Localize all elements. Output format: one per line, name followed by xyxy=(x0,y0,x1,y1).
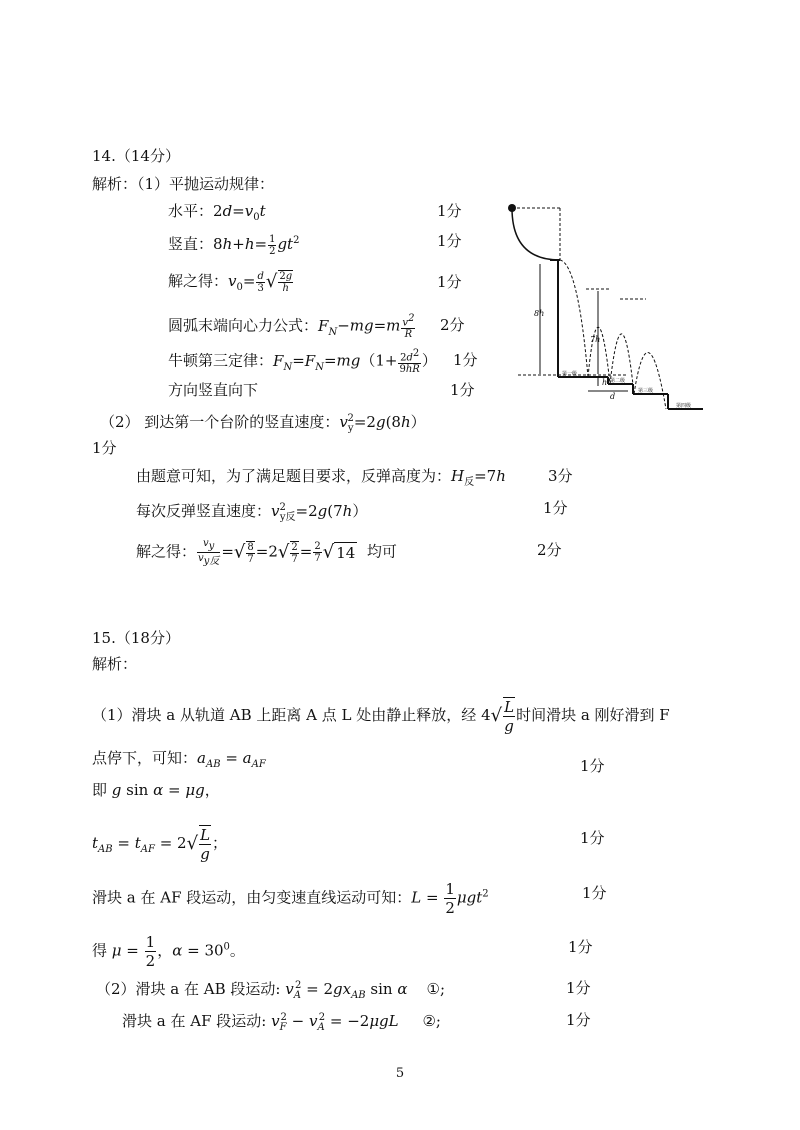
q15-p1: （1）滑块 a 从轨道 AB 上距离 A 点 L 处由静止释放，经 4√ $\frac{L}{g}$ 时间滑块 a 刚好滑到 F xyxy=(92,698,670,735)
diagram-label-7h: 7h xyxy=(590,335,601,344)
q14-rebound-score: 3分 xyxy=(548,467,573,485)
q14-solve-score: 2分 xyxy=(537,541,562,559)
diagram-label-step1: 第一级 xyxy=(562,371,578,377)
q15-eq5: 得 μ = $\frac{1}{2}$ ，$\alpha = 30^0$。 xyxy=(92,933,245,970)
q14-part2-score: 1分 xyxy=(92,439,117,457)
q14-analysis: 解析：（1）平抛运动规律： xyxy=(92,175,275,193)
q14-part2: （2） 到达第一个台阶的竖直速度：$v_y^2=2g(8h)$ xyxy=(100,413,426,434)
q14-solve: 解之得： $\frac{v_y}{v_{y反}}$ =√ $\frac{8}{7}$ =2√ $\frac{2}{7}$ = $\frac{2}{7}$ √ 14 均可 xyxy=(136,538,397,567)
q15-eq6: （2）滑块 a 在 AB 段运动: $v_A^2 = 2gx_{AB}$ sin α ①; xyxy=(96,980,446,1001)
q15-eq3: $t_{AB} = t_{AF} = 2√$ $\frac{L}{g}$ ； xyxy=(92,826,228,863)
q15-eq5-score: 1分 xyxy=(568,938,593,956)
q14-score-2: 1分 xyxy=(437,232,462,250)
q14-score-3: 1分 xyxy=(437,273,462,291)
q15-title: 15.（18分） xyxy=(92,629,180,647)
diagram-label-h: h xyxy=(602,378,608,387)
page-number: 5 xyxy=(395,1066,405,1081)
q15-eq1-score: 1分 xyxy=(580,757,605,775)
q14-title: 14.（14分） xyxy=(92,147,180,165)
staircase-diagram xyxy=(498,194,720,434)
q14-line-newton3: 牛顿第三定律：$F_N=F_N=mg(1+$ $\frac{2d^2}{9hR}$ ） xyxy=(168,348,437,376)
q14-rebound-speed: 每次反弹竖直速度：$v^2_{y反}=2g(7h)$ xyxy=(136,502,368,523)
diagram-label-d: d xyxy=(610,392,616,401)
q14-score-5: 1分 xyxy=(453,351,478,369)
q14-line-direction: 方向竖直向下 xyxy=(168,381,259,399)
q14-rebound: 由题意可知，为了满足题目要求，反弹高度为：$H_反=7h$ xyxy=(136,467,506,488)
q14-score-4: 2分 xyxy=(440,316,465,334)
q15-eq3-score: 1分 xyxy=(580,829,605,847)
q15-eq7: 滑块 a 在 AF 段运动: $v_F^2 - v_A^2 = -2\mu gL$ ②; xyxy=(122,1012,441,1033)
q15-eq2: 即 g sin α = μg， xyxy=(92,781,220,799)
q14-line-solve-v0: 解之得：$v_0=$ $\frac{d}{3}$ √ $\frac{2g}{h}$ xyxy=(168,270,293,294)
q15-eq4: 滑块 a 在 AF 段运动，由匀变速直线运动可知：L = $\frac{1}{2}$ μgt$^2$ xyxy=(92,880,489,917)
q15-eq7-score: 1分 xyxy=(566,1011,591,1029)
q14-rebound-speed-score: 1分 xyxy=(543,499,568,517)
q14-score-1: 1分 xyxy=(437,202,462,220)
q15-eq1: 点停下，可知：$a_{AB} = a_{AF}$ xyxy=(92,749,266,770)
q15-eq4-score: 1分 xyxy=(582,884,607,902)
q15-analysis: 解析： xyxy=(92,655,138,673)
q14-score-6: 1分 xyxy=(450,381,475,399)
q14-line-horizontal: 水平：$2d=v_0t$ xyxy=(168,202,266,223)
diagram-label-step3: 第三级 xyxy=(638,388,654,394)
diagram-label-step2: 第二级 xyxy=(610,378,626,384)
q14-line-centripetal: 圆弧末端向心力公式：$F_N-mg=m$ $\frac{v^2}{R}$ xyxy=(168,313,415,341)
q14-line-vertical: 竖直：8h+h= $\frac{1}{2}$ $gt^2$ xyxy=(168,233,300,257)
diagram-label-step4: 第四级 xyxy=(676,403,692,409)
q15-eq6-score: 1分 xyxy=(566,979,591,997)
diagram-label-8h: 8h xyxy=(534,309,545,318)
